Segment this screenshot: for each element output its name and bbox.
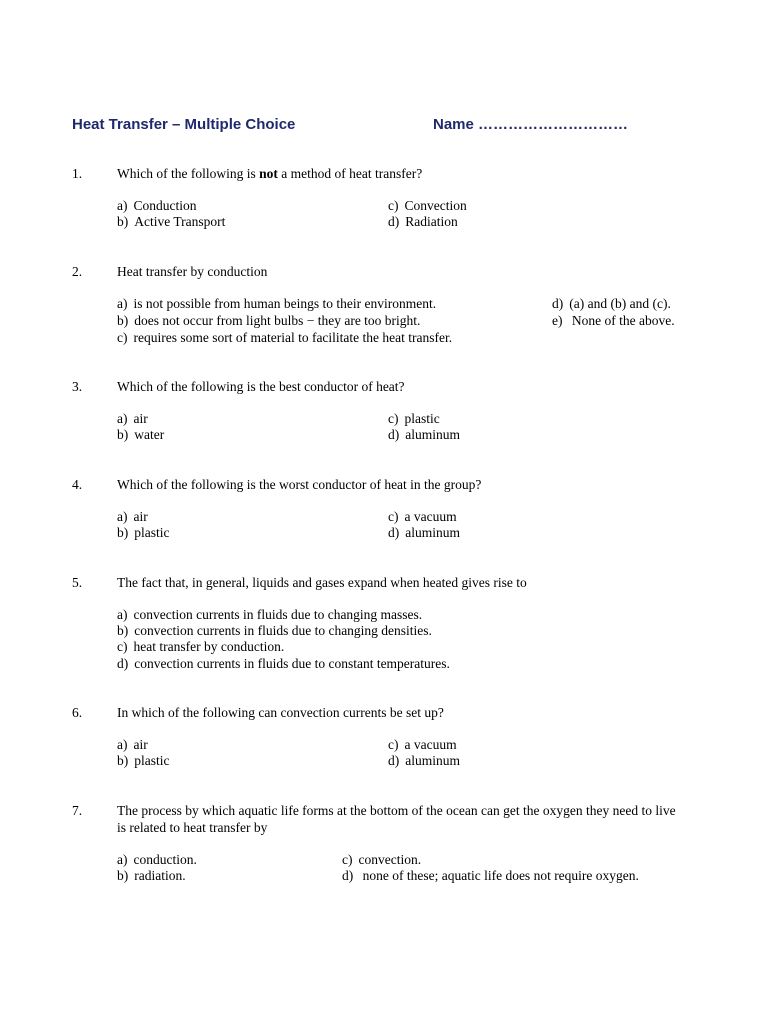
option-text: air: [133, 411, 148, 426]
option-text: air: [133, 737, 148, 752]
option-text: None of the above.: [568, 313, 675, 328]
question-number: 2.: [72, 264, 83, 279]
option-letter: b): [117, 753, 129, 768]
option-text: aluminum: [405, 427, 460, 442]
option-d: [342, 868, 639, 885]
question-number: 3.: [72, 379, 83, 394]
option-letter: d): [342, 868, 354, 883]
question-number: 5.: [72, 575, 83, 590]
worksheet-header: [72, 116, 692, 138]
question-text: Heat transfer by conduction: [117, 264, 268, 279]
question-text-part: a method of heat transfer?: [277, 166, 423, 181]
option-c: [117, 639, 284, 656]
option-d: [388, 753, 460, 770]
option-text: Conduction: [133, 198, 197, 213]
option-letter: c): [388, 509, 399, 524]
option-letter: d): [552, 296, 564, 311]
option-text: radiation.: [134, 868, 186, 883]
option-letter: a): [117, 607, 128, 622]
option-text: aluminum: [405, 753, 460, 768]
option-text: water: [134, 427, 165, 442]
option-text: convection currents in fluids due to changing densities.: [134, 623, 432, 638]
question-text: In which of the following can convection currents be set up?: [117, 705, 444, 720]
option-text: plastic: [134, 753, 170, 768]
option-d: [388, 525, 460, 542]
option-d: [388, 214, 458, 231]
question-number: 7.: [72, 803, 83, 818]
option-text: convection.: [358, 852, 422, 867]
option-b: [117, 427, 164, 444]
question-text-emphasis: not: [259, 166, 278, 181]
option-text: aluminum: [405, 525, 460, 540]
worksheet-title: Heat Transfer – Multiple Choice: [72, 116, 296, 133]
option-text: Active Transport: [134, 214, 226, 229]
option-e: [552, 313, 675, 330]
option-a: [117, 607, 422, 624]
option-b: [117, 753, 170, 770]
option-b: [117, 214, 225, 231]
question-text: Which of the following is the best conductor of heat?: [117, 379, 405, 394]
option-letter: e): [552, 313, 563, 328]
name-field-label: Name …………………………: [433, 116, 629, 133]
question-text: The fact that, in general, liquids and gases expand when heated gives rise to: [117, 575, 527, 590]
option-letter: b): [117, 313, 129, 328]
option-letter: d): [388, 427, 400, 442]
question-text-part: Which of the following is: [117, 166, 260, 181]
option-letter: a): [117, 198, 128, 213]
option-c: [388, 737, 457, 754]
option-letter: a): [117, 852, 128, 867]
option-letter: c): [388, 737, 399, 752]
option-letter: a): [117, 296, 128, 311]
option-letter: c): [117, 330, 128, 345]
option-letter: b): [117, 868, 129, 883]
option-letter: d): [117, 656, 129, 671]
option-b: [117, 525, 170, 542]
option-text: a vacuum: [404, 509, 457, 524]
option-text: Convection: [404, 198, 467, 213]
option-a: [117, 852, 197, 869]
option-letter: d): [388, 214, 400, 229]
option-a: [117, 411, 148, 428]
option-letter: a): [117, 509, 128, 524]
option-c: [342, 852, 421, 869]
question-text: Which of the following is the worst conductor of heat in the group?: [117, 477, 482, 492]
option-letter: c): [388, 411, 399, 426]
option-a: [117, 198, 197, 215]
option-a: [117, 509, 148, 526]
option-text: convection currents in fluids due to constant temperatures.: [134, 656, 450, 671]
option-text: air: [133, 509, 148, 524]
option-letter: b): [117, 214, 129, 229]
question-number: 6.: [72, 705, 83, 720]
option-c: [388, 411, 440, 428]
option-letter: c): [342, 852, 353, 867]
option-c: [388, 198, 467, 215]
option-letter: c): [388, 198, 399, 213]
option-text: convection currents in fluids due to changing masses.: [133, 607, 423, 622]
option-letter: b): [117, 525, 129, 540]
option-text: does not occur from light bulbs − they are too bright.: [134, 313, 421, 328]
option-a: [117, 737, 148, 754]
option-letter: a): [117, 737, 128, 752]
option-letter: d): [388, 525, 400, 540]
option-text: is not possible from human beings to their environment.: [133, 296, 437, 311]
question-number: 4.: [72, 477, 83, 492]
option-letter: b): [117, 623, 129, 638]
option-text: heat transfer by conduction.: [133, 639, 285, 654]
option-a: [117, 296, 436, 313]
question-text: The process by which aquatic life forms at the bottom of the ocean can get the oxygen they need to live is related to heat transfer by: [117, 803, 676, 835]
option-text: conduction.: [133, 852, 197, 867]
option-letter: d): [388, 753, 400, 768]
option-text: plastic: [404, 411, 440, 426]
option-text: requires some sort of material to facilitate the heat transfer.: [133, 330, 453, 345]
option-text: a vacuum: [404, 737, 457, 752]
option-b: [117, 623, 432, 640]
option-text: plastic: [134, 525, 170, 540]
option-letter: b): [117, 427, 129, 442]
question-number: 1.: [72, 166, 83, 181]
option-d: [388, 427, 460, 444]
question-text: [117, 166, 697, 183]
option-c: [388, 509, 457, 526]
option-text: none of these; aquatic life does not require oxygen.: [359, 868, 639, 883]
option-text: Radiation: [405, 214, 458, 229]
option-letter: a): [117, 411, 128, 426]
option-letter: c): [117, 639, 128, 654]
option-b: [117, 313, 420, 330]
option-b: [117, 868, 186, 885]
option-d: [552, 296, 671, 313]
option-c: [117, 330, 452, 347]
option-d: [117, 656, 450, 673]
option-text: (a) and (b) and (c).: [569, 296, 671, 311]
